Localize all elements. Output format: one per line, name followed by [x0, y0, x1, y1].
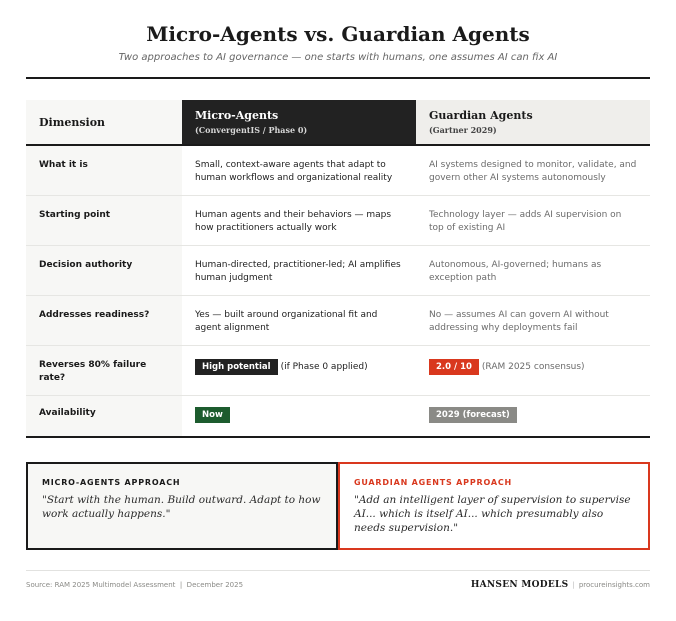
box-quote: "Start with the human. Build outward. Adapt to how work actually happens."	[42, 494, 321, 520]
box-label: GUARDIAN AGENTS APPROACH	[354, 478, 513, 487]
row-dimension: Availability	[26, 395, 182, 437]
box-quote: "Add an intelligent layer of supervision to supervise AI... which is itself AI... which presumably also needs supervision."	[354, 494, 631, 534]
micro-agents-approach-box	[26, 462, 338, 550]
column-header-guardian-agents	[416, 100, 650, 145]
guardian-agents-cell	[416, 345, 650, 395]
table-row	[26, 345, 650, 395]
potential-badge: High potential	[195, 359, 278, 375]
comparison-table	[26, 100, 650, 438]
guardian-agents-cell: AI systems designed to monitor, validate, and govern other AI systems autonomously	[416, 145, 650, 195]
brand-site: procureinsights.com	[578, 581, 650, 589]
column-header-label: Dimension	[39, 115, 106, 129]
score-badge: 2.0 / 10	[429, 359, 479, 375]
guardian-agents-approach-box	[338, 462, 650, 550]
table-row	[26, 395, 650, 437]
micro-agents-cell: Yes — built around organizational fit and agent alignment	[182, 295, 416, 345]
source-note: Source: RAM 2025 Multimodel Assessment | December 2025	[26, 581, 244, 589]
column-header-micro-agents	[182, 100, 416, 145]
micro-agents-cell	[182, 345, 416, 395]
page-title: Micro-Agents vs. Guardian Agents	[146, 22, 530, 46]
table-header-row	[26, 100, 650, 145]
row-dimension: Reverses 80% failure rate?	[26, 345, 182, 395]
micro-agents-cell	[182, 395, 416, 437]
table-row	[26, 195, 650, 245]
row-dimension: Addresses readiness?	[26, 295, 182, 345]
page-subtitle: Two approaches to AI governance — one starts with humans, one assumes AI can fix AI	[118, 52, 558, 63]
box-label: MICRO-AGENTS APPROACH	[42, 478, 181, 487]
micro-agents-cell: Human-directed, practitioner-led; AI amplifies human judgment	[182, 245, 416, 295]
table-row	[26, 295, 650, 345]
guardian-agents-cell: Autonomous, AI-governed; humans as exception path	[416, 245, 650, 295]
table-row	[26, 245, 650, 295]
column-header-sublabel: (ConvergentIS / Phase 0)	[195, 125, 308, 135]
brand-separator: |	[572, 581, 575, 589]
brand-name: HANSEN MODELS	[470, 580, 569, 590]
availability-badge: 2029 (forecast)	[429, 407, 517, 423]
guardian-agents-cell: No — assumes AI can govern AI without addressing why deployments fail	[416, 295, 650, 345]
row-dimension: Starting point	[26, 195, 182, 245]
header-divider	[26, 77, 650, 79]
availability-badge: Now	[195, 407, 230, 423]
column-header-label: Micro-Agents	[195, 109, 279, 122]
row-dimension: What it is	[26, 145, 182, 195]
column-header-sublabel: (Gartner 2029)	[429, 125, 497, 135]
row-dimension: Decision authority	[26, 245, 182, 295]
footer-divider	[26, 570, 650, 571]
micro-agents-cell: Human agents and their behaviors — maps how practitioners actually work	[182, 195, 416, 245]
brand	[471, 580, 650, 590]
guardian-agents-cell	[416, 395, 650, 437]
badge-note: (RAM 2025 consensus)	[481, 361, 585, 372]
badge-note: (if Phase 0 applied)	[280, 361, 368, 372]
micro-agents-cell: Small, context-aware agents that adapt to human workflows and organizational reality	[182, 145, 416, 195]
table-row	[26, 145, 650, 195]
column-header-dimension	[26, 100, 182, 145]
column-header-label: Guardian Agents	[429, 109, 533, 122]
guardian-agents-cell: Technology layer — adds AI supervision on top of existing AI	[416, 195, 650, 245]
